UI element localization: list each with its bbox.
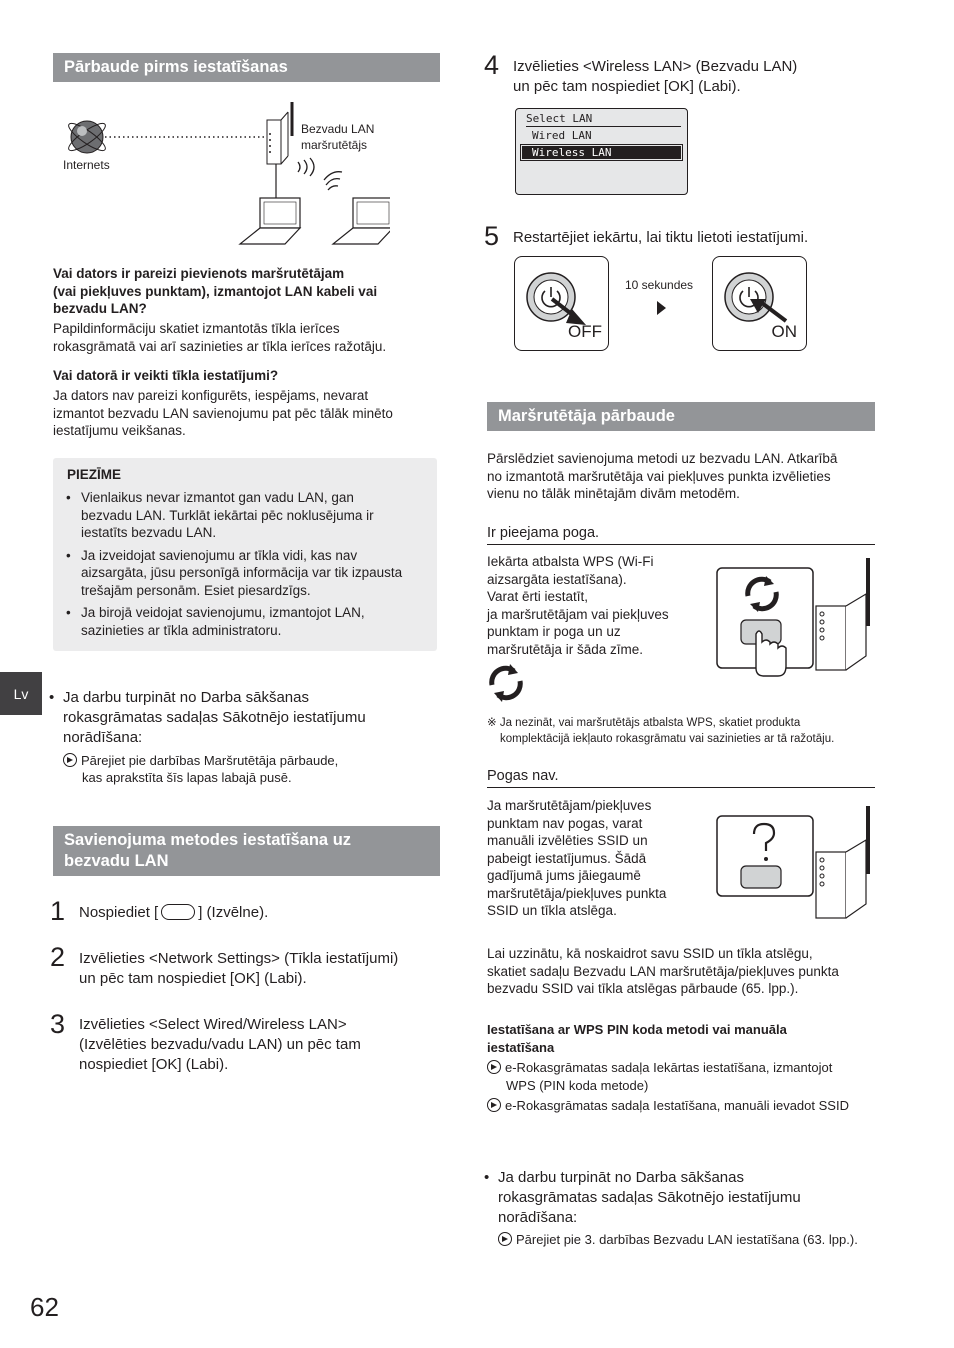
line: nospiediet [OK] (Labi). <box>79 1056 229 1073</box>
line: Papildinformāciju skatiet izmantotās tīkla ierīces <box>53 321 340 336</box>
line: punktam nav pogas, varat <box>487 815 643 831</box>
router-intro <box>487 450 879 503</box>
laptop-icon <box>333 198 390 244</box>
lcd-title: Select LAN <box>526 111 681 127</box>
line: Izvēlieties <Network Settings> (Tīkla iestatījumi) <box>79 950 399 967</box>
text: ] (Izvēlne). <box>198 904 269 921</box>
line: Iestatīšana ar WPS PIN koda metodi vai manuāla <box>487 1022 787 1037</box>
router-label <box>301 121 374 153</box>
line: (Izvēlēties bezvadu/vadu LAN) un pēc tam <box>79 1036 361 1053</box>
router-label-line: maršrutētājs <box>301 138 368 152</box>
step-number: 3 <box>50 1009 66 1039</box>
wps-icon <box>486 662 526 704</box>
power-off-panel <box>514 256 609 351</box>
wifi-waves-icon <box>298 158 342 190</box>
no-button-router-illustration <box>716 804 876 924</box>
line: rokasgrāmatas sadaļas Sākotnējo iestatījumu <box>63 709 366 726</box>
step-number: 5 <box>484 221 500 251</box>
line: Pārejiet pie 3. darbības Bezvadu LAN iestatīšana (63. lpp.). <box>516 1232 858 1247</box>
pin-ref-1 <box>487 1059 832 1095</box>
bullet-glyph: • <box>49 689 55 706</box>
continue-ref-left <box>63 752 338 786</box>
continue-note-left <box>49 688 366 748</box>
page-number: 62 <box>30 1292 59 1322</box>
line: un pēc tam nospiediet [OK] (Labi). <box>513 78 741 95</box>
pin-ref-2 <box>487 1097 849 1115</box>
arrow-circle-icon <box>498 1232 512 1246</box>
on-label: ON <box>771 322 797 341</box>
line: skatiet sadaļu Bezvadu LAN maršrutētāja/piekļuves punkta <box>487 963 839 979</box>
menu-key-icon <box>161 904 195 920</box>
step-3-text <box>79 1015 361 1075</box>
section-title-router-check: Maršrutētāja pārbaude <box>487 402 875 431</box>
note-item: • Ja izveidojat savienojumu ar tīkla vidi, kas nav aizsargāta, jūsu personīgā informācija var tik izpausta trešajām personām. Esiet piesardzīgs. <box>63 547 403 600</box>
line: Vai dators ir pareizi pievienots maršrutētājam <box>53 266 345 281</box>
line: norādīšana: <box>63 729 143 746</box>
line: bezvadu LAN? <box>53 301 147 316</box>
line: maršrutētāja/piekļuves punkta <box>487 885 667 901</box>
note-title: PIEZĪME <box>67 467 122 482</box>
line: ※ Ja nezināt, vai maršrutētājs atbalsta WPS, skatiet produkta <box>487 717 801 729</box>
question-2-title: Vai datorā ir veikti tīkla iestatījumi? <box>53 368 279 383</box>
line: Izvēlieties <Select Wired/Wireless LAN> <box>79 1016 347 1033</box>
wait-label: 10 sekundes <box>625 278 694 292</box>
text: Nospiediet [ <box>79 904 159 921</box>
section-title-pre-setup: Pārbaude pirms iestatīšanas <box>53 53 440 82</box>
lcd-option-wireless: Wireless LAN <box>522 146 681 159</box>
ssid-info <box>487 945 879 998</box>
line: no izmantotā maršrutētāja vai piekļuves punkta izvēlieties <box>487 468 831 484</box>
question-1-body <box>53 320 443 355</box>
line: iestatīšana <box>487 1039 555 1055</box>
continue-ref-right <box>498 1231 858 1248</box>
internet-label: Internets <box>63 158 110 172</box>
no-button-subheading: Pogas nav. <box>487 767 875 788</box>
step-number: 4 <box>484 50 500 80</box>
line: Varat ērti iestatīt, <box>487 589 589 604</box>
arrow-circle-icon <box>63 753 77 767</box>
line: vienu no tālāk minētajām divām metodēm. <box>487 486 740 501</box>
lcd-option-wired: Wired LAN <box>532 129 592 142</box>
lcd-option-wireless-frame <box>520 144 683 161</box>
power-on-panel <box>712 256 807 351</box>
line: maršrutētāja ir šāda zīme. <box>487 641 644 657</box>
line: Izvēlieties <Wireless LAN> (Bezvadu LAN) <box>513 58 798 75</box>
no-button-body <box>487 797 702 920</box>
step-5-text: Restartējiet iekārtu, lai tiktu lietoti iestatījumi. <box>513 229 809 246</box>
line: gadījumā jums jāiegaumē <box>487 868 641 883</box>
line: Lai uzzinātu, kā noskaidrot savu SSID un tīkla atslēgu, <box>487 946 813 961</box>
question-2-body <box>53 387 443 440</box>
router-icon <box>267 102 292 164</box>
laptop-icon <box>240 198 300 244</box>
wps-footnote <box>487 716 834 747</box>
line: manuāli izvēlēties SSID un <box>487 833 648 848</box>
line: SSID un tīkla atslēga. <box>487 903 617 918</box>
off-label: OFF <box>568 322 602 341</box>
language-tab: Lv <box>0 672 42 715</box>
step-4-text <box>513 57 797 97</box>
continue-note-right <box>484 1168 801 1228</box>
note-item: • Vienlaikus nevar izmantot gan vadu LAN, gan bezvadu LAN. Turklāt iekārtai pēc noklusējuma ir iestatīts bezvadu LAN. <box>63 489 403 542</box>
line: Pārslēdziet savienojuma metodi uz bezvadu LAN. Atkarībā <box>487 451 838 466</box>
line: kas aprakstīta šīs lapas labajā pusē. <box>82 770 292 785</box>
wps-body <box>487 553 702 658</box>
line: e-Rokasgrāmatas sadaļa Iekārtas iestatīšana, izmantojot <box>505 1060 833 1075</box>
step-1-text <box>79 903 268 923</box>
line: bezvadu LAN <box>64 852 169 870</box>
line: un pēc tam nospiediet [OK] (Labi). <box>79 970 307 987</box>
play-arrow-icon <box>657 301 666 315</box>
line: Ja darbu turpināt no Darba sākšanas <box>63 689 309 706</box>
pin-title <box>487 1021 879 1056</box>
section-title-connection-method <box>53 826 440 876</box>
line: Ja darbu turpināt no Darba sākšanas <box>498 1169 744 1186</box>
line: izmantot bezvadu LAN savienojumu pat pēc tālāk minēto <box>53 405 393 421</box>
router-label-line: Bezvadu LAN <box>301 122 375 136</box>
line: bezvadu SSID vai tīkla atslēgas pārbaude (65. lpp.). <box>487 981 799 996</box>
note-list <box>63 489 403 644</box>
question-1-title <box>53 265 443 318</box>
step-number: 1 <box>50 896 66 926</box>
arrow-circle-icon <box>487 1098 501 1112</box>
line: e-Rokasgrāmatas sadaļa Iestatīšana, manuāli ievadot SSID <box>505 1098 849 1113</box>
line: norādīšana: <box>498 1209 578 1226</box>
bullet-glyph: • <box>484 1169 490 1186</box>
line: komplektācijā iekļauto rokasgrāmatu vai sazinieties ar tā ražotāju. <box>500 732 835 745</box>
note-box <box>53 458 437 651</box>
line: ja maršrutētājam vai piekļuves <box>487 606 669 622</box>
line: aizsargāta iestatīšana). <box>487 571 627 587</box>
line: Savienojuma metodes iestatīšana uz <box>64 831 352 849</box>
line: iestatījumu veikšanas. <box>53 423 186 438</box>
wps-router-illustration <box>716 556 876 680</box>
line: pabeigt iestatījumus. Šādā <box>487 850 647 866</box>
lcd-screen <box>515 108 688 195</box>
line: Iekārta atbalsta WPS (Wi-Fi <box>487 554 654 569</box>
line: punktam ir poga un uz <box>487 624 621 639</box>
line: WPS (PIN koda metode) <box>506 1078 649 1093</box>
line: rokasgrāmatā vai arī sazinieties ar tīkla ierīces ražotāju. <box>53 338 387 354</box>
step-2-text <box>79 949 398 989</box>
arrow-circle-icon <box>487 1060 501 1074</box>
line: Ja maršrutētājam/piekļuves <box>487 798 652 813</box>
line: rokasgrāmatas sadaļas Sākotnējo iestatījumu <box>498 1189 801 1206</box>
note-item: • Ja birojā veidojat savienojumu, izmantojot LAN, sazinieties ar tīkla administratoru. <box>63 604 403 639</box>
step-number: 2 <box>50 942 66 972</box>
line: (vai piekļuves punktam), izmantojot LAN kabeli vai <box>53 283 378 299</box>
wps-subheading: Ir pieejama poga. <box>487 524 875 545</box>
line: Ja dators nav pareizi konfigurēts, iespējams, nevarat <box>53 388 369 403</box>
globe-icon <box>66 119 109 154</box>
line: Pārejiet pie darbības Maršrutētāja pārbaude, <box>81 753 339 768</box>
